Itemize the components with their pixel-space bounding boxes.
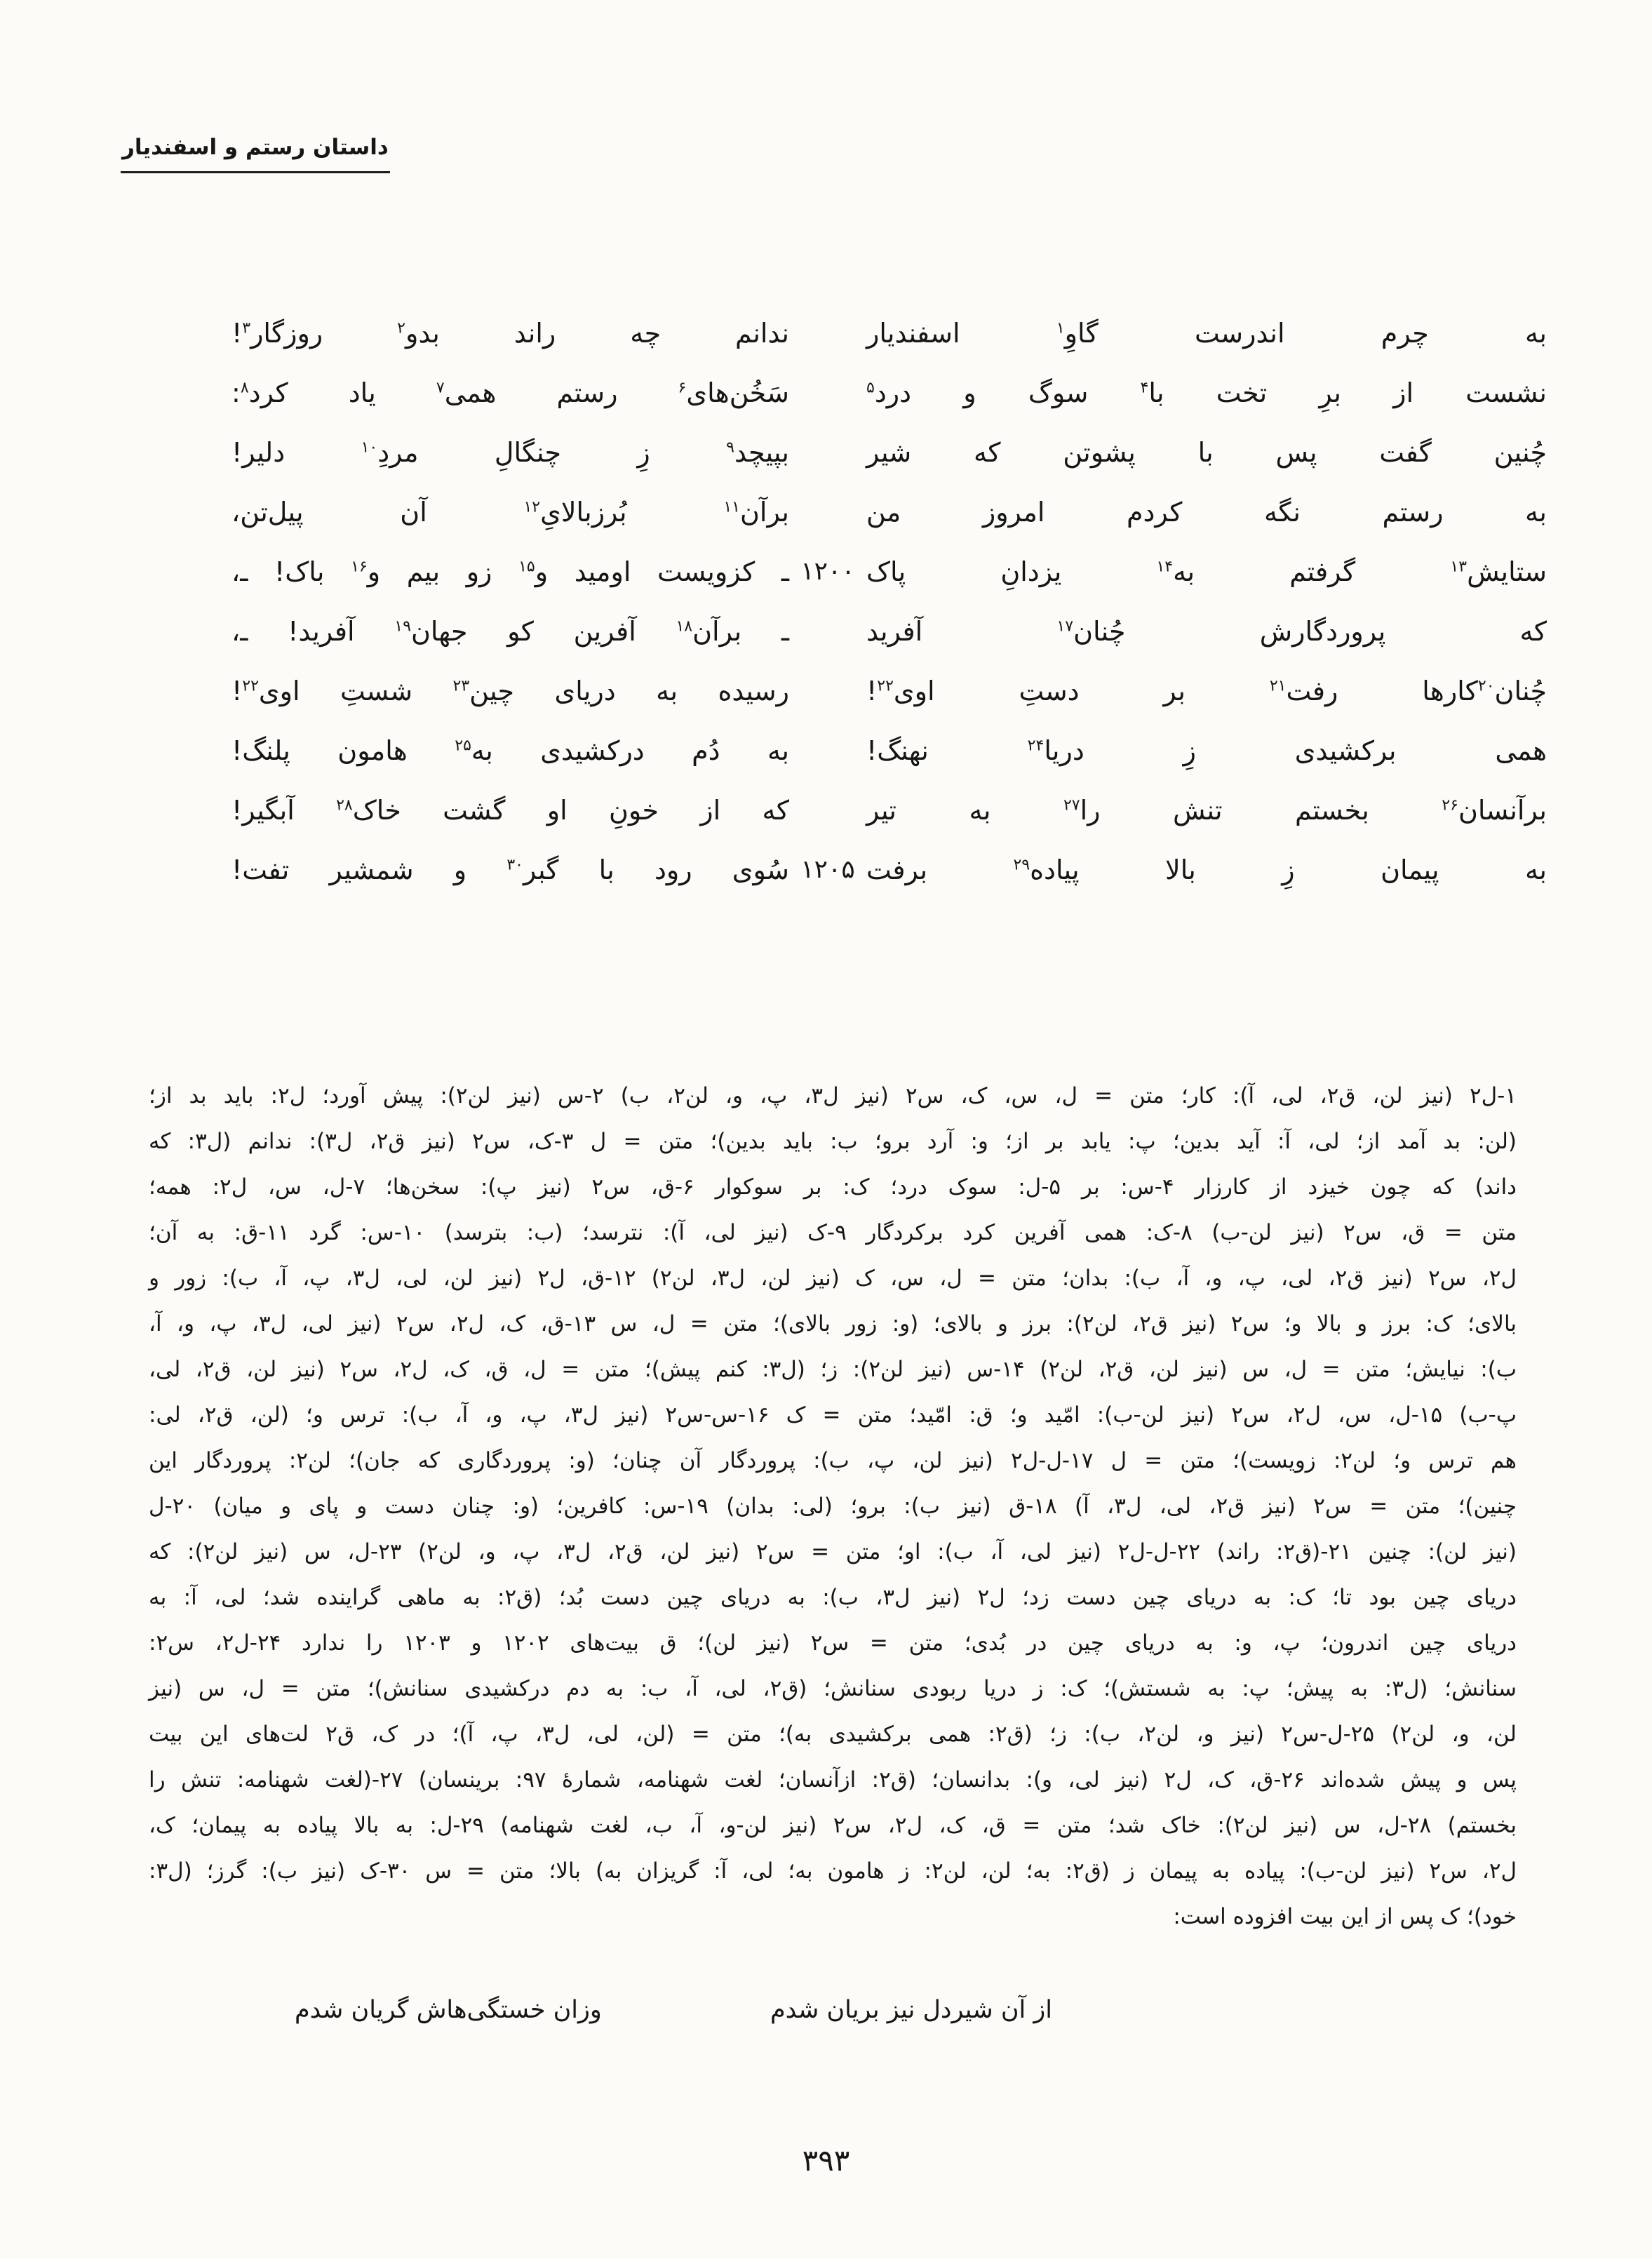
apparatus-line: ۱-ل۲ (نیز لن، ق۲، لی، آ): کار؛ متن = ل، س، ک، س۲ (نیز ل۳، پ، و، لن۲، ب) ۲-س (نیز لن۲): پیش آورد؛ ل۲: باید بد از؛ [149,1083,1517,1108]
poem-couplet [231,720,1547,780]
hemistich-right: به پیمان زِ بالا پیاده$^{۲۹}$ برفت [866,854,1547,885]
hemistich-left: ـ کزویست اومید و$^{۱۵}$ زو بیم و$^{۱۶}$ باک! ـ، [231,556,790,587]
running-head-title: داستان رستم و اسفندیار [121,135,390,173]
poem-couplet [231,422,1547,482]
poem-block [231,303,1547,899]
hemistich-left: بپیچد$^۹$ زِ چنگالِ مردِ$^{۱۰}$ دلیر! [231,436,789,468]
apparatus-line: (لن: بد آمد از؛ لی، آ: آید بدین؛ پ: یابد بر از؛ و: آرد برو؛ ب: باید بدین)؛ متن = ل ۳-ک، س۲ (نیز ق۲، ل۳): ندانم (ل۳: که [149,1129,1517,1154]
page-number: ۳۹۳ [802,2143,850,2178]
verse-number: ۱۲۰۰ [800,557,855,586]
apparatus-line: ل۲، س۲ (نیز ق۲، لی، پ، و، آ، ب): بدان؛ متن = ل، س، ک (نیز لن، ل۳، لن۲) ۱۲-ق، ل۲ (نیز لن، لی، ل۳، پ، آ، ب): زور و [149,1266,1517,1291]
hemistich-left: ندانم چه راند بدو$^۲$ روزگار$^۳$! [231,317,789,349]
poem-couplet [231,303,1547,363]
poem-couplet [231,661,1547,720]
apparatus-line: داند) که چون خیزد از کارزار ۴-س: بر ۵-ل: سوک درد؛ ک: بر سوکوار ۶-ق، س۲ (نیز پ): سخن‌ها؛ ۷-ل، س، ل۲: همه؛ [149,1174,1517,1200]
added-verse-left: وزان خستگی‌هاش گریان شدم [295,1996,602,2024]
hemistich-right: چُنین گفت پس با پشوتن که شیر [866,436,1547,468]
poem-couplet [231,482,1547,542]
hemistich-left: به دُم درکشیدی به$^{۲۵}$ هامون پلنگ! [231,735,789,766]
hemistich-right: برآنسان$^{۲۶}$ بخستم تنش را$^{۲۷}$ به تیر [866,794,1547,826]
poem-couplet [231,780,1547,840]
apparatus-line: ب): نیایش؛ متن = ل، س (نیز لن، ق۲، لن۲) ۱۴-س (نیز لن۲): ز؛ (ل۳: کنم پیش)؛ متن = ل، ق، ک، ل۲، س۲ (نیز لن، ق۲، لی، [149,1357,1517,1382]
poem-couplet [231,363,1547,422]
hemistich-left: سَخُن‌های$^۶$ رستم همی$^۷$ یاد کرد$^۸$: [231,377,789,408]
poem-couplet [231,542,1547,601]
hemistich-right: به رستم نگه کردم امروز من [866,496,1547,528]
added-verse [295,1996,1052,2024]
hemistich-left: سُوی رود با گبر$^{۳۰}$ و شمشیر تفت! [231,854,789,885]
apparatus-line: دریای چین اندرون؛ پ، و: به دریای چین در بُدی؛ متن = س۲ (نیز لن)؛ ق بیت‌های ۱۲۰۲ و ۱۲۰۳ را ندارد ۲۴-ل۲، س۲: [149,1630,1517,1656]
poem-couplet [231,601,1547,661]
apparatus-line: هم ترس و؛ لن۲: زویست)؛ متن = ل ۱۷-ل-ل۲ (نیز لن، پ، ب): پروردگار آن چنان؛ (و: پروردگاری که جان)؛ لن۲: پروردگار این [149,1448,1517,1473]
apparatus-line: پس و پیش شده‌اند ۲۶-ق، ک، ل۲ (نیز لی، و): بدانسان؛ (ق۲: ازآنسان؛ لغت شهنامه، شمارهٔ ۹۷: برینسان) ۲۷-(لغت شهنامه: تنش را [149,1767,1517,1792]
hemistich-left: رسیده به دریای چین$^{۲۳}$ شستِ اوی$^{۲۲}$! [231,675,789,706]
hemistich-right: ستایش$^{۱۳}$ گرفتم به$^{۱۴}$ یزدانِ پاک [866,556,1547,587]
apparatus-line: سنانش؛ (ل۳: به پیش؛ پ: به شستش)؛ ک: ز دریا ربودی سنانش؛ (ق۲، لی، آ، ب: به دم درکشیدی سنانش)؛ متن = ل، س (نیز [149,1676,1517,1701]
hemistich-left: ـ برآن$^{۱۸}$ آفرین کو جهان$^{۱۹}$ آفرید! ـ، [231,615,789,647]
apparatus-line: متن = ق، س۲ (نیز لن-ب) ۸-ک: همی آفرین کرد برکردگار ۹-ک (نیز لی، آ): نترسد؛ (ب: بترسد) ۱۰-س: گرد ۱۱-ق: به آن؛ [149,1220,1517,1245]
hemistich-right: چُنان$^{۲۰}$کارها رفت$^{۲۱}$ بر دستِ اوی$^{۲۲}$! [866,675,1547,706]
apparatus-line: (نیز لن): چنین ۲۱-(ق۲: راند) ۲۲-ل-ل۲ (نیز لی، آ، ب): او؛ متن = س۲ (نیز لن، ق۲، ل۳، پ، و، لن۲) ۲۳-ل، س (نیز لن۲): که [149,1539,1517,1564]
apparatus-line: لن، و، لن۲) ۲۵-ل-س۲ (نیز و، لن۲، ب): ز؛ (ق۲: همی برکشیدی به)؛ متن = (لن، لی، ل۳، پ، آ)؛ در ک، ق۲ لت‌های این بیت [149,1722,1517,1747]
poem-couplet [231,840,1547,899]
hemistich-left: برآن$^{۱۱}$ بُرزبالایِ$^{۱۲}$ آن پیل‌تن، [231,496,789,528]
hemistich-left: که از خونِ او گشت خاک$^{۲۸}$ آبگیر! [231,794,789,826]
critical-apparatus [149,1073,1517,1940]
apparatus-line: چنین)؛ متن = س۲ (نیز ق۲، لی، ل۳، آ) ۱۸-ق (نیز ب): برو؛ (لی: بدان) ۱۹-س: کافرین؛ (و: چنان دست و پای و میان) ۲۰-ل [149,1494,1517,1519]
apparatus-line: دریای چین بود تا؛ ک: به دریای چین دست زد؛ ل۲ (نیز ل۳، ب): به دریای چین دست بُد؛ (ق۲: به ماهی گراینده شد؛ لی، آ: به [149,1585,1517,1610]
apparatus-line: پ-ب) ۱۵-ل، س، ل۲، س۲ (نیز لن-ب): امّید و؛ ق: امّید؛ متن = ک ۱۶-س-س۲ (نیز ل۳، پ، و، آ، ب): ترس و؛ (لن، ق۲، لی: [149,1402,1517,1428]
added-verse-right: از آن شیردل نیز بریان شدم [770,1996,1052,2024]
hemistich-right: نشست از برِ تخت با$^۴$ سوگ و درد$^۵$ [866,377,1547,408]
apparatus-line: بالای؛ ک: برز و بالا و؛ س۲ (نیز ق۲، لن۲): برز و بالای؛ (و: زور بالای)؛ متن = ل، س ۱۳-ق، ک، ل۲، س۲ (نیز لی، ل۳، پ، و، آ، [149,1311,1517,1336]
hemistich-right: همی برکشیدی زِ دریا$^{۲۴}$ نهنگ! [866,735,1547,766]
apparatus-line: بخستم) ۲۸-ل، س (نیز لن۲): خاک شد؛ متن = ق، ک، ل۲، س۲ (نیز لن-و، آ، ب، لغت شهنامه) ۲۹-ل: به بالا پیاده به پیمان؛ ک، [149,1813,1517,1838]
verse-number: ۱۲۰۵ [800,855,855,884]
apparatus-line: ل۲، س۲ (نیز لن-ب): پیاده به پیمان ز (ق۲: به؛ لن، لن۲: ز هامون به؛ لی، آ: گریزان به) بالا؛ متن = س ۳۰-ک (نیز ب): گرز؛ (ل۳: [149,1858,1517,1884]
hemistich-right: که پروردگارش چُنان$^{۱۷}$ آفرید [866,615,1547,647]
hemistich-right: به چرم اندرست گاوِ$^۱$ اسفندیار [866,317,1547,349]
apparatus-closing-line: خود)؛ ک پس از این بیت افزوده است: [1173,1904,1517,1929]
